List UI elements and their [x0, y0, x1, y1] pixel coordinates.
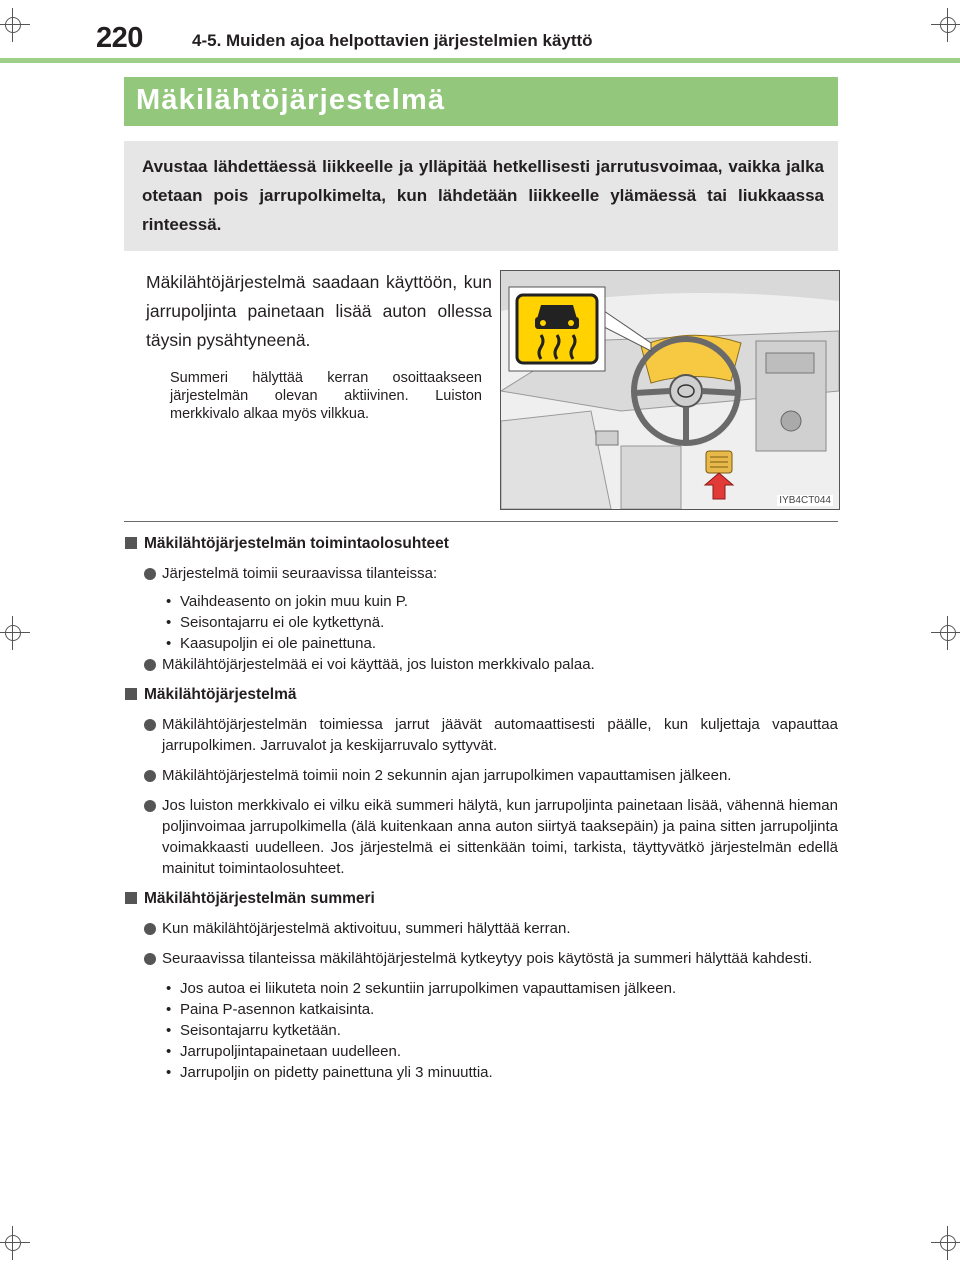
intro-box — [124, 141, 838, 251]
crop-mark — [937, 14, 959, 36]
list-item-text: Mäkilähtöjärjestelmää ei voi käyttää, jos luiston merkkivalo palaa. — [162, 656, 595, 673]
bullet-icon — [144, 800, 156, 812]
header-rule — [0, 58, 960, 63]
section-title: 4-5. Muiden ajoa helpottavien järjestelmien käyttö — [192, 31, 593, 50]
list-item — [124, 948, 838, 969]
dashboard-drawing — [501, 271, 839, 509]
list-item — [124, 714, 838, 756]
title-bar — [124, 77, 838, 126]
sub-item: • Jarrupoljintapainetaan uudelleen. — [124, 1041, 838, 1062]
list-item-text: Mäkilähtöjärjestelmä toimii noin 2 sekunnin ajan jarrupolkimen vapauttamisen jälkeen. — [162, 767, 732, 784]
crop-mark — [937, 1232, 959, 1254]
sub-item: • Jarrupoljin on pidetty painettuna yli 3 minuuttia. — [124, 1062, 838, 1083]
section-heading-text: Mäkilähtöjärjestelmän summeri — [144, 890, 375, 907]
list-item — [124, 654, 838, 675]
sub-item: • Seisontajarru ei ole kytkettynä. — [124, 612, 838, 633]
sub-item: • Seisontajarru kytketään. — [124, 1020, 838, 1041]
page-title: Mäkilähtöjärjestelmä — [136, 84, 446, 116]
sub-item: • Paina P-asennon katkaisinta. — [124, 999, 838, 1020]
page-header — [96, 22, 840, 56]
square-bullet-icon — [125, 537, 137, 549]
list-item — [124, 563, 838, 584]
section-heading — [124, 533, 838, 554]
intro-text: Avustaa lähdettäessä liikkeelle ja ylläpitää hetkellisesti jarrutusvoimaa, vaikka jalka otetaan pois jarrupolkimelta, kun lähdetään liikkeelle ylämäessä tai liukkaassa rinteessä. — [142, 157, 824, 234]
crop-mark — [937, 622, 959, 644]
sub-item: • Jos autoa ei liikuteta noin 2 sekuntiin jarrupolkimen vapauttamisen jälkeen. — [124, 978, 838, 999]
list-item-text: Seuraavissa tilanteissa mäkilähtöjärjestelmä kytkeytyy pois käytöstä ja summeri hälyttää kahdesti. — [162, 950, 813, 967]
bullet-icon — [144, 770, 156, 782]
crop-mark — [2, 622, 24, 644]
square-bullet-icon — [125, 892, 137, 904]
crop-mark — [2, 1232, 24, 1254]
crop-mark — [2, 14, 24, 36]
divider — [124, 521, 838, 522]
list-item-text: Järjestelmä toimii seuraavissa tilanteissa: — [162, 565, 438, 582]
sub-list — [124, 591, 838, 654]
list-item — [124, 765, 838, 786]
bullet-icon — [144, 923, 156, 935]
list-item-text: Kun mäkilähtöjärjestelmä aktivoituu, summeri hälyttää kerran. — [162, 920, 571, 937]
section-heading-text: Mäkilähtöjärjestelmä — [144, 686, 297, 703]
dashboard-illustration — [500, 270, 840, 510]
section-heading — [124, 888, 838, 909]
bullet-icon — [144, 659, 156, 671]
sub-item: • Kaasupoljin ei ole painettuna. — [124, 633, 838, 654]
list-item — [124, 795, 838, 879]
content — [124, 533, 838, 1092]
square-bullet-icon — [125, 688, 137, 700]
bullet-icon — [144, 953, 156, 965]
lead-text: Mäkilähtöjärjestelmä saadaan käyttöön, kun jarrupoljinta painetaan lisää auton ollessa täysin pysähtyneenä. — [146, 272, 492, 350]
sub-list — [124, 978, 838, 1083]
list-item-text: Jos luiston merkkivalo ei vilku eikä summeri hälytä, kun jarrupoljinta painetaan lisää, vähennä hieman poljinvoimaa jarrupolkimella (älä kuitenkaan anna auton siirtyä taaksepäin) ja paina sitten jarrupoljinta voimakkaasti uudelleen. Jos järjestelmä ei sittenkään toimi, tarkista, täyttyvätkö järjestelmän edellä mainitut toimintaolosuhteet. — [162, 797, 838, 877]
bullet-icon — [144, 568, 156, 580]
page-number: 220 — [96, 22, 143, 54]
lead-note: Summeri hälyttää kerran osoittaakseen järjestelmän olevan aktiivinen. Luiston merkkivalo alkaa myös vilkkua. — [170, 370, 482, 422]
section-heading-text: Mäkilähtöjärjestelmän toimintaolosuhteet — [144, 535, 449, 552]
sub-item: • Vaihdeasento on jokin muu kuin P. — [124, 591, 838, 612]
section-heading — [124, 684, 838, 705]
list-item — [124, 918, 838, 939]
figure-code: IYB4CT044 — [779, 495, 831, 506]
list-item-text: Mäkilähtöjärjestelmän toimiessa jarrut jäävät automaattisesti päälle, kun kuljettaja vapauttaa jarrupolkimen. Jarruvalot ja keskijarruvalo syttyvät. — [162, 716, 838, 754]
bullet-icon — [144, 719, 156, 731]
